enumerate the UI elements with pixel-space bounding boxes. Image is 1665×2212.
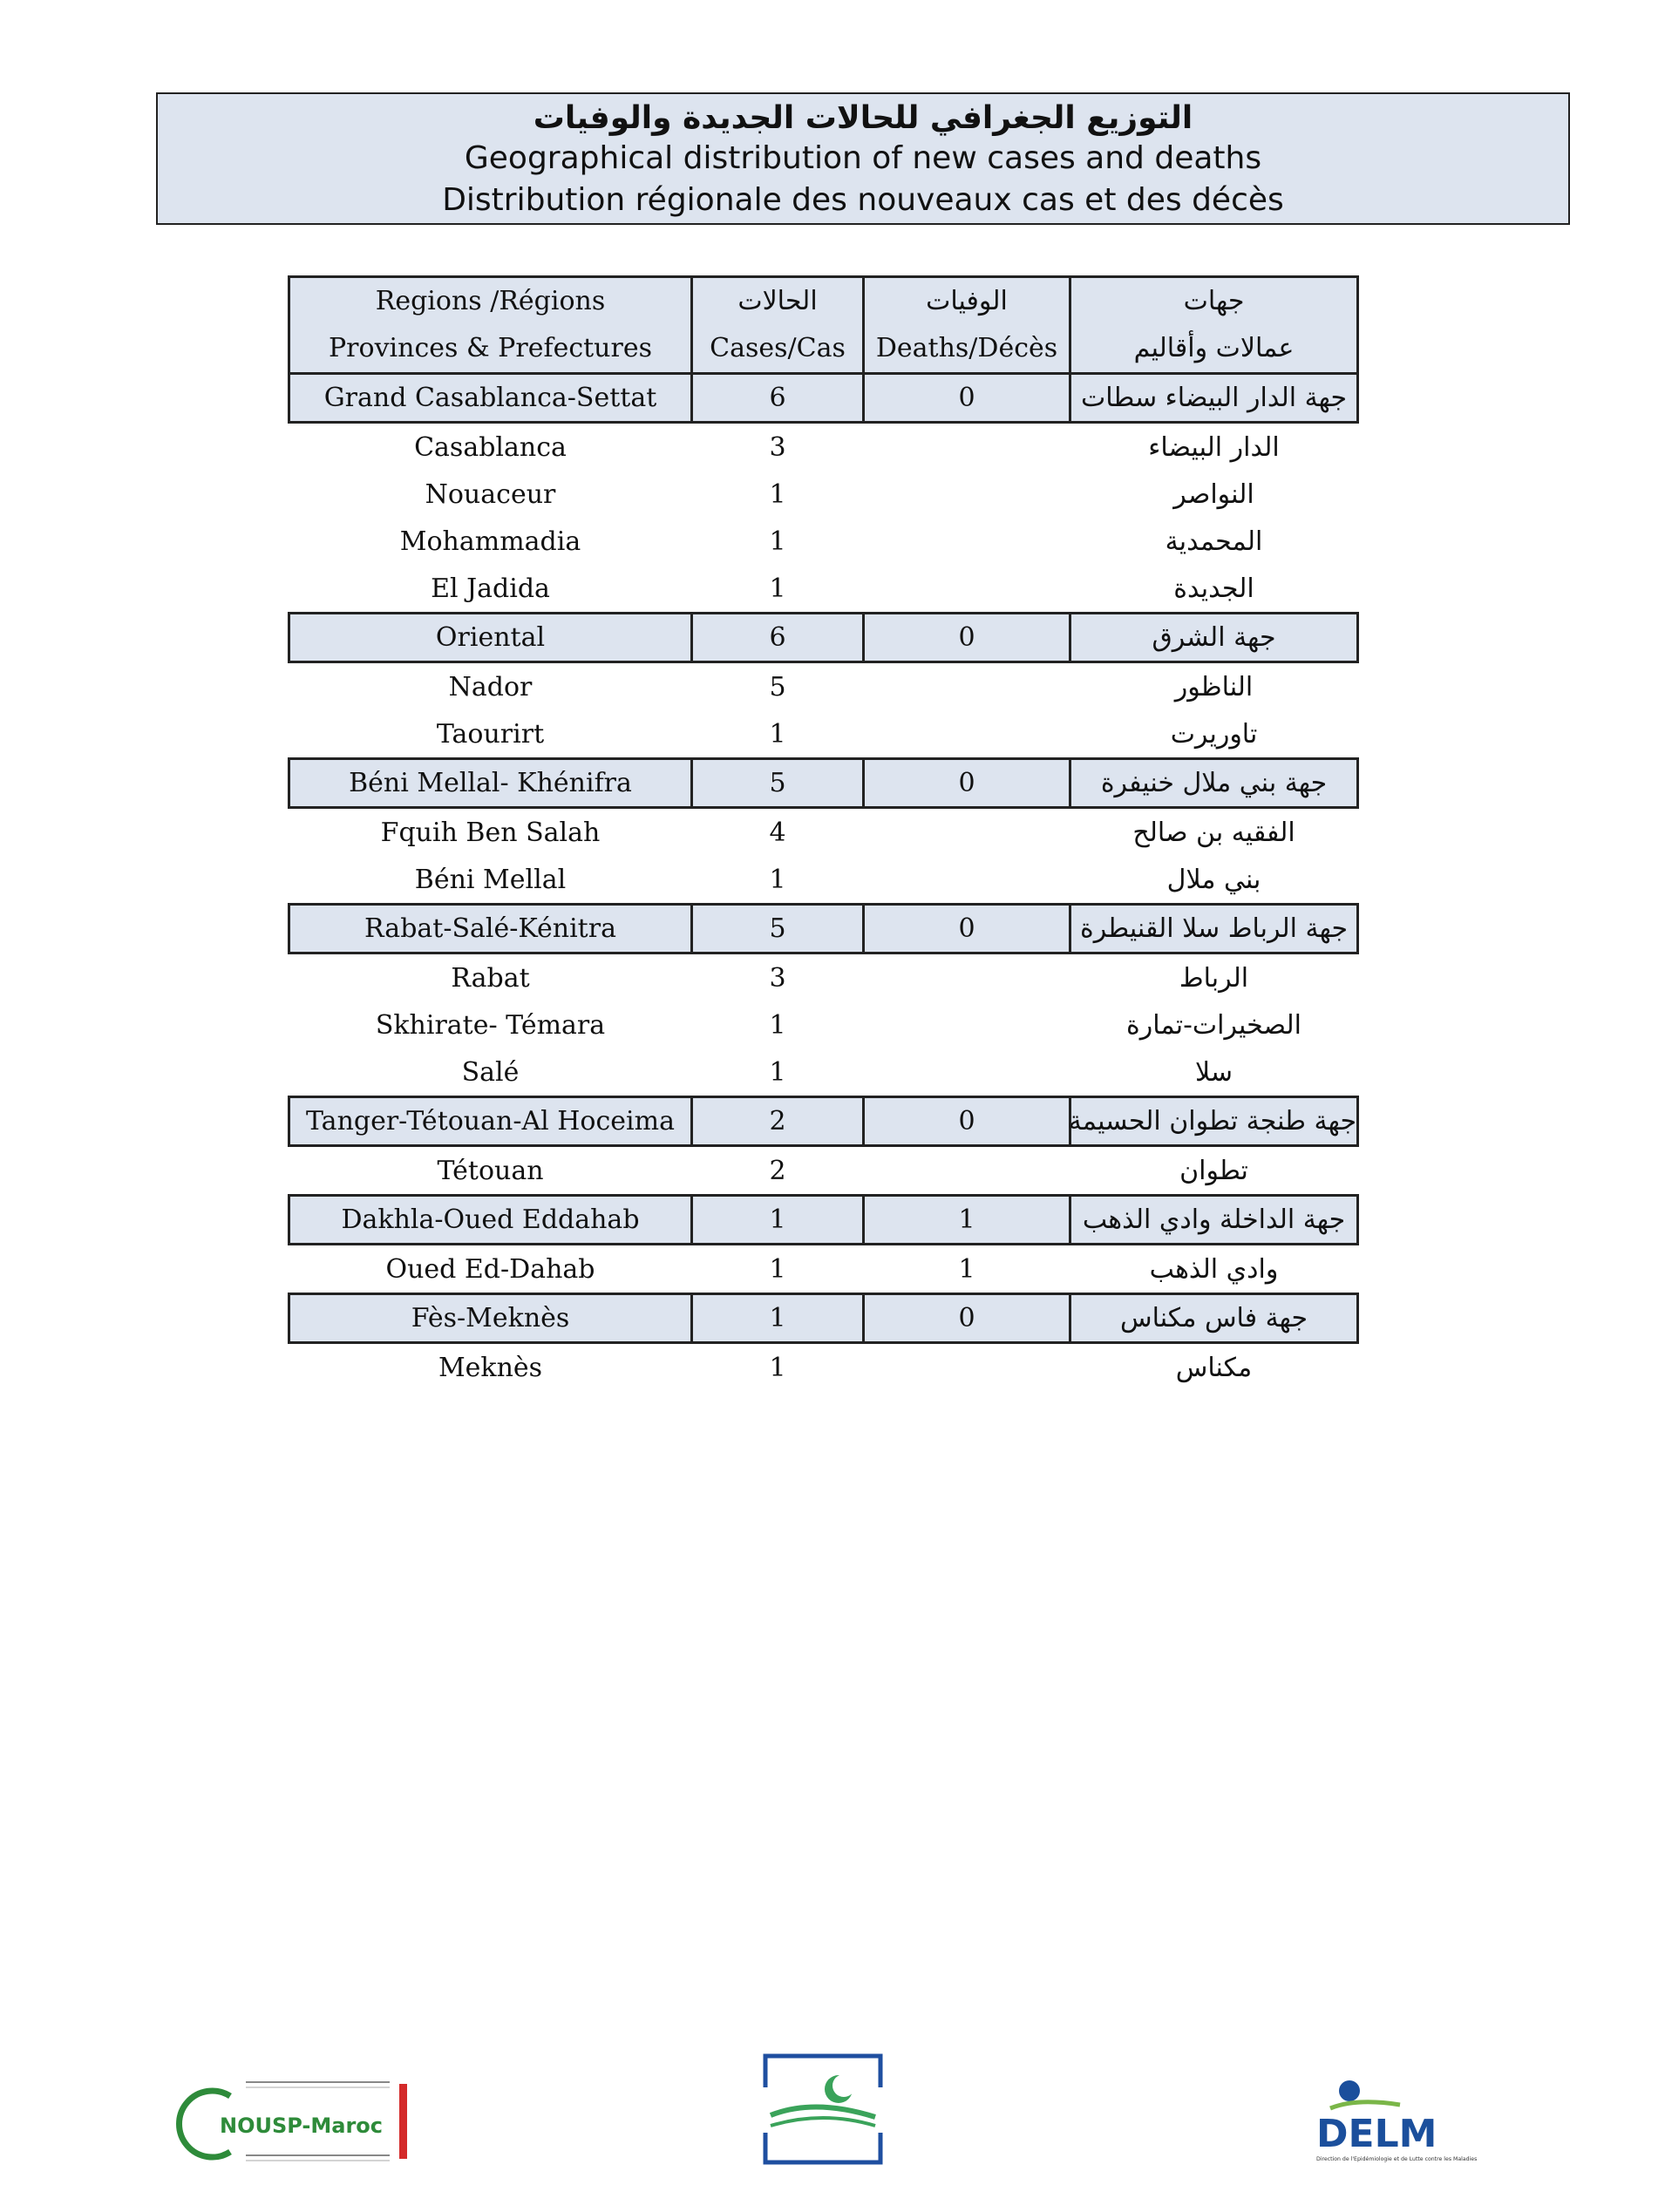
cell-name: Taourirt xyxy=(436,718,545,750)
cell-arabic-name: الفقيه بن صالح xyxy=(1132,817,1295,848)
cell-arabic-name: تاوريرت xyxy=(1170,718,1258,750)
cell-deaths xyxy=(864,808,1070,857)
region-row xyxy=(289,1294,1358,1343)
cell-cases: 1 xyxy=(769,1056,786,1088)
region-row xyxy=(289,905,1358,953)
cell-arabic-name: مكناس xyxy=(1175,1352,1253,1383)
cell-cases: 1 xyxy=(769,718,786,750)
cell-arabic-name: المحمدية xyxy=(1165,526,1263,557)
cell-cases: 1 xyxy=(769,1253,786,1285)
cell-cases: 5 xyxy=(769,671,786,702)
province-row xyxy=(289,1001,1358,1048)
cell-arabic-name: سلا xyxy=(1194,1056,1233,1088)
cell-cases: 2 xyxy=(769,1155,786,1186)
cell-cases: 6 xyxy=(692,374,864,423)
header-cases-label: Cases/Cas xyxy=(710,333,846,363)
province-row xyxy=(289,1146,1358,1196)
cell-name: Nador xyxy=(448,671,533,702)
cell-name: Rabat xyxy=(451,962,530,994)
cell-arabic-name: النواصر xyxy=(1173,478,1254,510)
table-header-row xyxy=(289,277,1358,374)
title-french: Distribution régionale des nouveaux cas et des décès xyxy=(442,182,1284,218)
cell-deaths: 0 xyxy=(864,374,1070,423)
cell-name: Casablanca xyxy=(414,431,567,463)
cell-arabic-name: بني ملال xyxy=(1166,864,1261,895)
header-ar-line1: جهات xyxy=(1183,286,1245,316)
cell-name: Grand Casablanca-Settat xyxy=(289,374,692,423)
delm-logo-text: DELM xyxy=(1316,2112,1437,2156)
region-row xyxy=(289,1097,1358,1146)
province-row xyxy=(289,1245,1358,1294)
cell-arabic-name: الجديدة xyxy=(1173,573,1254,604)
cell-deaths xyxy=(864,1001,1070,1048)
cell-deaths xyxy=(864,856,1070,905)
province-row xyxy=(289,1048,1358,1097)
cell-arabic-name: جهة فاس مكناس xyxy=(1070,1294,1358,1343)
cell-cases: 1 xyxy=(769,1009,786,1041)
table-body xyxy=(289,374,1358,1392)
province-row xyxy=(289,856,1358,905)
header-deaths xyxy=(864,277,1070,374)
province-row xyxy=(289,565,1358,614)
province-row xyxy=(289,423,1358,472)
header-deaths-ar: الوفيات xyxy=(926,286,1008,316)
cell-name: Mohammadia xyxy=(399,526,581,557)
cell-cases: 6 xyxy=(692,614,864,662)
cell-cases: 1 xyxy=(692,1294,864,1343)
ministry-logo xyxy=(762,2053,884,2166)
cell-cases: 1 xyxy=(769,573,786,604)
province-row xyxy=(289,518,1358,565)
province-row xyxy=(289,710,1358,759)
cell-deaths xyxy=(864,1146,1070,1196)
cell-cases: 1 xyxy=(769,526,786,557)
cell-deaths: 0 xyxy=(864,905,1070,953)
cell-name: Nouaceur xyxy=(425,478,556,510)
title-english: Geographical distribution of new cases and deaths xyxy=(464,140,1262,176)
cell-cases: 3 xyxy=(769,962,786,994)
province-row xyxy=(289,1343,1358,1392)
province-row xyxy=(289,808,1358,857)
cell-deaths: 0 xyxy=(864,759,1070,808)
header-arabic-region xyxy=(1070,277,1358,374)
cell-cases: 1 xyxy=(692,1196,864,1245)
cell-name: Meknès xyxy=(438,1352,543,1383)
region-row xyxy=(289,614,1358,662)
cell-cases: 1 xyxy=(769,864,786,895)
cell-arabic-name: جهة الداخلة وادي الذهب xyxy=(1070,1196,1358,1245)
cell-name: Dakhla-Oued Eddahab xyxy=(289,1196,692,1245)
cell-name: El Jadida xyxy=(431,573,550,604)
cell-name: Béni Mellal- Khénifra xyxy=(289,759,692,808)
header-cases-ar: الحالات xyxy=(737,286,818,316)
region-row xyxy=(289,1196,1358,1245)
cell-name: Béni Mellal xyxy=(414,864,567,895)
province-row xyxy=(289,471,1358,518)
header-region xyxy=(289,277,692,374)
cell-arabic-name: جهة الشرق xyxy=(1070,614,1358,662)
title-box xyxy=(156,92,1570,225)
cell-arabic-name: الرباط xyxy=(1179,962,1249,994)
cell-deaths xyxy=(864,423,1070,472)
cell-cases: 1 xyxy=(769,1352,786,1383)
cell-arabic-name: وادي الذهب xyxy=(1149,1253,1279,1285)
title-arabic: التوزيع الجغرافي للحالات الجديدة والوفيات xyxy=(533,100,1193,136)
cell-deaths xyxy=(864,662,1070,711)
cell-name: Oriental xyxy=(289,614,692,662)
header-cases xyxy=(692,277,864,374)
footer-logos xyxy=(0,2053,1665,2175)
region-row xyxy=(289,759,1358,808)
delm-subtitle: Direction de l'Epidémiologie et de Lutte contre les Maladies xyxy=(1316,2156,1478,2162)
nousp-logo-text: NOUSP-Maroc xyxy=(220,2114,384,2138)
cell-deaths: 0 xyxy=(864,1294,1070,1343)
cell-cases: 2 xyxy=(692,1097,864,1146)
cell-cases: 5 xyxy=(692,905,864,953)
cell-arabic-name: جهة بني ملال خنيفرة xyxy=(1070,759,1358,808)
cell-deaths xyxy=(864,518,1070,565)
cell-deaths: 0 xyxy=(864,614,1070,662)
cell-cases: 1 xyxy=(769,478,786,510)
cell-deaths xyxy=(864,565,1070,614)
cell-name: Salé xyxy=(461,1056,520,1088)
cell-name: Fquih Ben Salah xyxy=(380,817,601,848)
cell-name: Tanger-Tétouan-Al Hoceima xyxy=(289,1097,692,1146)
province-row xyxy=(289,662,1358,711)
distribution-table xyxy=(288,275,1359,1391)
cell-deaths: 1 xyxy=(958,1253,975,1285)
cell-deaths xyxy=(864,953,1070,1002)
cell-arabic-name: الناظور xyxy=(1174,671,1254,702)
cell-deaths xyxy=(864,471,1070,518)
header-region-line1: Regions /Régions xyxy=(375,286,606,316)
cell-name: Skhirate- Témara xyxy=(375,1009,606,1041)
cell-name: Tétouan xyxy=(437,1155,544,1186)
nousp-logo xyxy=(194,2072,411,2168)
cell-name: Oued Ed-Dahab xyxy=(385,1253,595,1285)
header-region-line2: Provinces & Prefectures xyxy=(329,333,652,363)
cell-arabic-name: جهة طنجة تطوان الحسيمة xyxy=(1070,1097,1358,1146)
cell-arabic-name: الدار البيضاء xyxy=(1148,431,1280,463)
cell-deaths: 1 xyxy=(864,1196,1070,1245)
cell-arabic-name: تطوان xyxy=(1179,1155,1248,1186)
cell-arabic-name: جهة الدار البيضاء سطات xyxy=(1070,374,1358,423)
cell-arabic-name: جهة الرباط سلا القنيطرة xyxy=(1070,905,1358,953)
cell-deaths xyxy=(864,1048,1070,1097)
cell-name: Rabat-Salé-Kénitra xyxy=(289,905,692,953)
cell-deaths xyxy=(864,1343,1070,1392)
cell-cases: 5 xyxy=(692,759,864,808)
cell-deaths xyxy=(864,710,1070,759)
header-ar-line2: عمالات وأقاليم xyxy=(1133,333,1295,363)
cell-cases: 3 xyxy=(769,431,786,463)
header-deaths-label: Deaths/Décès xyxy=(875,333,1058,363)
province-row xyxy=(289,953,1358,1002)
cell-cases: 4 xyxy=(769,817,786,848)
cell-deaths: 0 xyxy=(864,1097,1070,1146)
delm-logo xyxy=(1313,2079,1478,2175)
cell-arabic-name: الصخيرات-تمارة xyxy=(1126,1009,1301,1041)
cell-name: Fès-Meknès xyxy=(289,1294,692,1343)
region-row xyxy=(289,374,1358,423)
